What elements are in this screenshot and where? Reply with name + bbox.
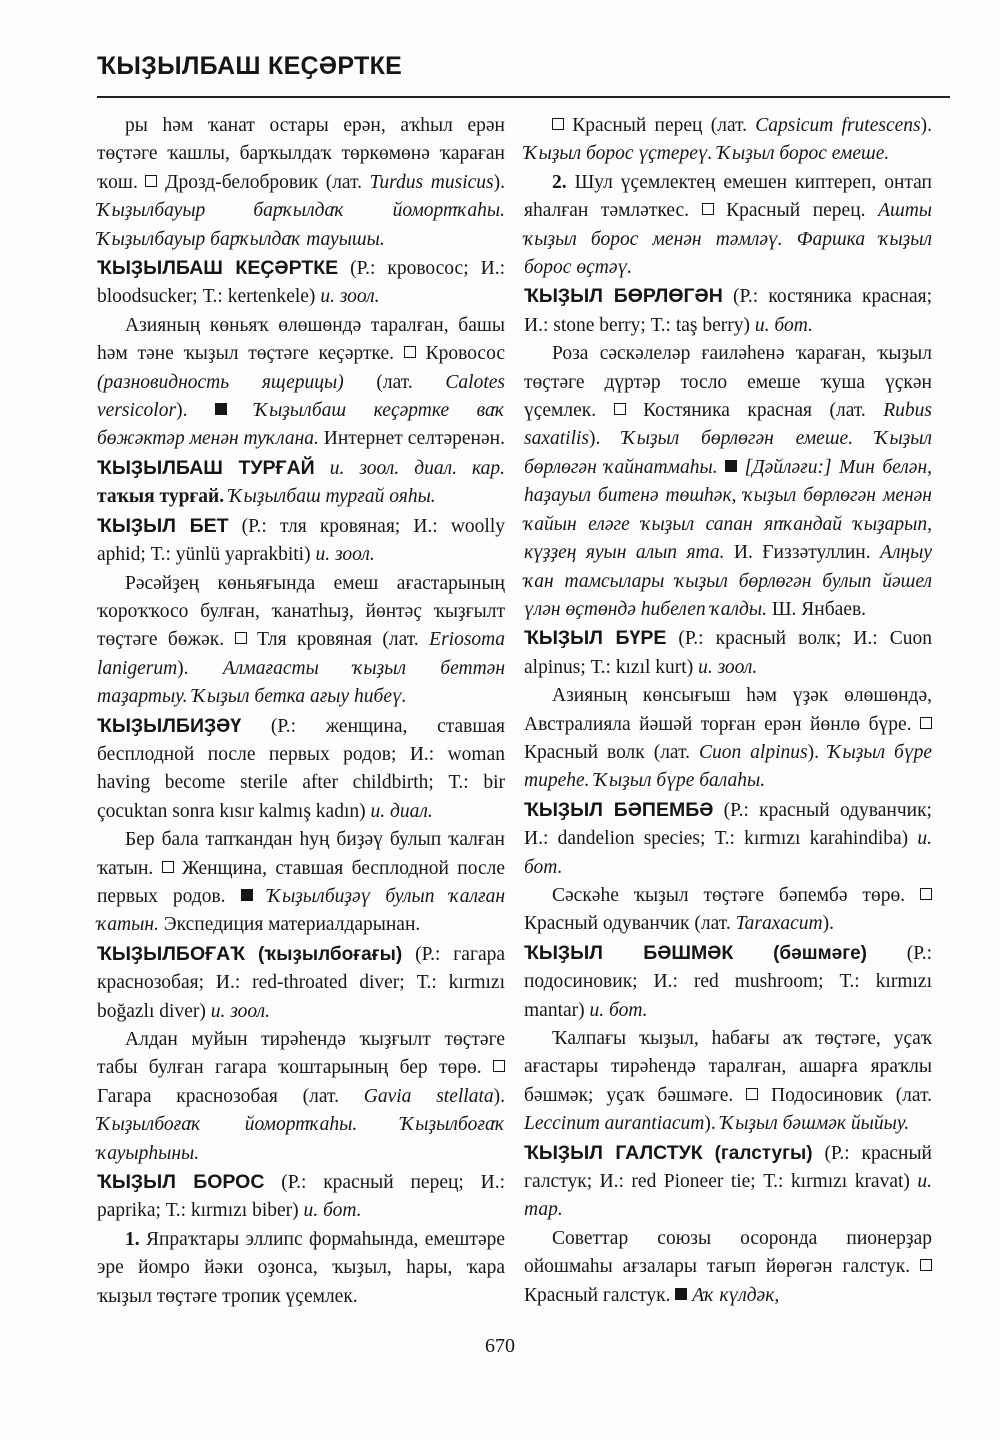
entry-heading-line	[524, 624, 932, 682]
left-column	[97, 112, 505, 1311]
body-text: Ш. Янбаев.	[767, 598, 867, 620]
definition-paragraph	[524, 169, 932, 283]
body-text: Алдан муйын тирәһендә ҡыҙғылт төҫтәге табы булған гагара ҡоштарының бер төрө.	[97, 1029, 505, 1079]
definition-paragraph	[524, 1225, 932, 1310]
italic-text: Ҡыҙылбаш кеҫәртке ваҡ бөжәктәр менән туҡлана.	[97, 400, 505, 450]
body-text: (Р.: красный волк; И.: Cuon alpinus; Т.: kızıl kurt)	[524, 628, 933, 678]
body-text	[733, 943, 773, 964]
filled-square-icon	[725, 460, 737, 472]
header-divider	[97, 96, 950, 98]
body-text: ).	[704, 1113, 721, 1135]
italic-text: Ҡыҙыл бәшмәк йыйыу.	[720, 1113, 910, 1135]
body-text: ры һәм ҡанат остары ерән, аҡһыл ерән төҫтәге ҡашлы, барҡылдаҡ төркөмөнә ҡараған ҡош.	[97, 115, 505, 193]
open-square-icon	[145, 175, 157, 187]
open-square-icon	[235, 632, 247, 644]
body-text: Азияның көнсығыш һәм үҙәк өлөшөндә, Австралияла йәшәй торған ерән йөнлө бүре.	[524, 685, 932, 735]
body-text: (Р.: красный перец; И.: paprika; Т.: kırmızı biber)	[97, 1172, 505, 1222]
italic-text: Ҡыҙыл бөрлөгән емеше. Ҡыҙыл бөрлөгән ҡайнатмаһы.	[524, 428, 932, 478]
body-text	[718, 457, 726, 478]
open-square-icon	[552, 118, 564, 130]
filled-square-icon	[241, 889, 253, 901]
italic-text: Ҡыҙыл борос үҫтереү. Ҡыҙыл борос емеше.	[524, 143, 890, 165]
headword-variant: (галстугы)	[714, 1142, 813, 1164]
body-text: Сәскәһе ҡыҙыл төҫтәге бәпембә төрө.	[552, 884, 920, 906]
body-text: Красный перец.	[713, 200, 879, 222]
open-square-icon	[920, 717, 932, 729]
body-text: Ҡалпағы ҡыҙыл, һабағы аҡ төҫтәге, уҫаҡ ағастары тирәһендә таралған, ашарға яраҡлы бәшмәк; уҫаҡ бәшмәге.	[524, 1028, 932, 1106]
body-text: (Р.: тля кровяная; И.: woolly aphid; Т.: yünlü yaprakbiti)	[97, 515, 505, 566]
headword: ҠЫҘЫЛ БӘШМӘК	[524, 941, 734, 964]
body-text	[315, 458, 330, 479]
entry-heading-line	[97, 254, 505, 312]
body-text: Подосиновик (лат.	[758, 1084, 932, 1106]
italic-text: и. бот.	[589, 999, 648, 1021]
body-text: Красный перец (лат.	[564, 115, 756, 136]
headword: ҠЫҘЫЛ БӨРЛӨГӘН	[524, 285, 723, 308]
headword-variant: (бәшмәге)	[773, 942, 868, 964]
open-square-icon	[702, 203, 714, 215]
body-text: Дрозд-белобровик (лат.	[157, 171, 370, 193]
body-text	[253, 886, 268, 907]
body-text: И. Ғиззәтуллин.	[724, 542, 881, 564]
running-head: ҠЫҘЫЛБАШ КЕҪӘРТКЕ	[97, 52, 403, 80]
body-text: Интернет селтәренән.	[318, 428, 505, 450]
body-text	[703, 1143, 715, 1164]
body-text: Кровосос	[415, 343, 505, 365]
filled-square-icon	[675, 1288, 687, 1300]
body-text: ).	[493, 1085, 505, 1107]
body-text: ).	[920, 115, 932, 136]
headword: ҠЫҘЫЛ БЕТ	[97, 514, 229, 537]
entry-heading-line	[97, 512, 505, 570]
body-text: (Р.: красный галстук; И.: red Pioneer tie; Т.: kırmızı kravat)	[524, 1142, 932, 1193]
filled-square-icon	[215, 403, 227, 415]
open-square-icon	[404, 346, 416, 358]
definition-paragraph	[97, 1026, 505, 1168]
open-square-icon	[920, 1259, 932, 1271]
body-text: Шул үҫемлектең емешен киптереп, онтап яһалған тәмләткес.	[524, 171, 932, 222]
body-text: (Р.: кровосос; И.: bloodsucker; Т.: kertenkele)	[97, 258, 505, 308]
italic-text: и. зоол.	[320, 286, 380, 308]
italic-text: и. тар.	[524, 1171, 932, 1221]
body-text: (Р.: гагара краснозобая; И.: red-throated diver; Т.: kırmızı boğazlı diver)	[97, 943, 506, 1022]
entry-heading-line	[97, 712, 505, 827]
body-text: ).	[177, 657, 223, 679]
italic-text: и. диал.	[370, 800, 433, 822]
italic-text: Leccinum aurantiacum	[524, 1113, 705, 1135]
italic-text: и. бот.	[524, 828, 932, 878]
headword: ҠЫҘЫЛ БОРОС	[97, 1171, 265, 1194]
italic-text: Алмағасты ҡыҙыл беттән таҙартыу. Ҡыҙыл бетка ағыу һибеү.	[97, 657, 505, 708]
italic-text: и. бот.	[303, 1200, 362, 1222]
body-text: Костяника красная (лат.	[625, 400, 884, 422]
definition-paragraph	[524, 682, 932, 796]
body-text: Бер бала тапҡандан һуң биҙәү булып ҡалған ҡатын.	[97, 829, 505, 879]
headword: ҠЫҘЫЛБИҘӘҮ	[97, 714, 242, 737]
body-text: Тля кровяная (лат.	[246, 629, 430, 651]
italic-text: Calotes versicolor	[97, 371, 506, 422]
italic-text: Cuon alpinus	[698, 741, 808, 763]
italic-text: Ҡыҙыл бүре тиреһе. Ҡыҙыл бүре балаһы.	[524, 741, 932, 792]
italic-text: и. бот.	[754, 314, 813, 336]
body-text: Женщина, ставшая бесплодной после первых родов.	[97, 857, 505, 907]
definition-paragraph	[97, 570, 505, 712]
body-text: (Р.: костяника красная; И.: stone berry; Т.: taş berry)	[524, 286, 932, 336]
definition-paragraph	[524, 1025, 932, 1139]
headword: ҠЫҘЫЛБОҒАҠ	[97, 942, 246, 965]
italic-text: Ҡыҙылбауыр барҡылдаҡ йомортҡаһы. Ҡыҙылбауыр барҡылдаҡ тауышы.	[97, 200, 505, 250]
headword: ҠЫҘЫЛ ГАЛСТУК	[524, 1141, 703, 1164]
body-text: Япраҡтары эллипс формаһында, емештәре эре йомро йәки оҙонса, ҡыҙыл, һары, ҡара ҡыҙыл төҫтәге тропик үҫемлек.	[97, 1228, 505, 1307]
italic-text: Алңыу ҡан тамсылары ҡыҙыл бөрлөгән булып йәшел үлән өҫтөндә һибелеп ҡалды.	[524, 542, 932, 620]
entry-heading-line	[524, 282, 932, 340]
page-number: 670	[485, 1335, 515, 1357]
italic-text: Turdus musicus	[369, 171, 494, 193]
definition-paragraph	[97, 112, 505, 254]
body-text: (Р.: женщина, ставшая бесплодной после первых родов; И.: woman having become sterile after childbirth; Т.: bir çocuktan sonra kısır kalmış kadın)	[97, 715, 505, 822]
headword: ҠЫҘЫЛБАШ ТУРҒАЙ	[97, 456, 315, 479]
entry-heading-line	[524, 939, 932, 1025]
body-text	[245, 944, 258, 965]
right-column	[524, 112, 932, 1310]
entry-heading-line	[97, 454, 505, 512]
bold-text: 1.	[125, 1228, 140, 1250]
body-text: Рәсәйҙең көньяғында емеш ағастарының ҡороҡҡосо булған, ҡанатһыҙ, йөнтәҫ ҡыҙғылт төҫтәге бөжәк.	[97, 572, 505, 651]
body-text: ).	[176, 400, 215, 422]
body-text	[227, 400, 255, 421]
open-square-icon	[493, 1060, 505, 1072]
definition-paragraph	[97, 826, 505, 940]
italic-text: Ашты ҡыҙыл борос менән тәмләү. Фаршка ҡыҙыл борос өҫтәү.	[524, 200, 932, 279]
open-square-icon	[162, 861, 174, 873]
definition-paragraph	[524, 340, 932, 624]
body-text: Азияның көньяҡ өлөшөндә таралған, башы һәм тәне ҡыҙыл төҫтәге кеҫәртке.	[97, 314, 505, 365]
body-text: ).	[493, 171, 505, 193]
body-text: (лат.	[343, 371, 446, 393]
body-text: Гагара краснозобая (лат.	[97, 1085, 364, 1107]
headword-variant: (ҡыҙылбоғағы)	[258, 943, 403, 965]
body-text: Роза сәскәлеләр ғаиләһенә ҡараған, ҡыҙыл төҫтәге дүртәр тосло емеше ҡуша үҫкән үҫемлек.	[524, 343, 932, 422]
headword: ҠЫҘЫЛБАШ КЕҪӘРТКЕ	[97, 257, 339, 280]
italic-text: Taraxacum	[735, 913, 823, 935]
definition-paragraph	[524, 112, 932, 169]
body-text: (Р.: подосиновик; И.: red mushroom; Т.: kırmızı mantar)	[524, 942, 932, 1021]
body-text: Красный одуванчик (лат.	[524, 913, 736, 935]
bold-text: таҡыя турғай.	[97, 486, 225, 508]
body-text: ).	[807, 741, 828, 763]
body-text	[737, 457, 745, 478]
italic-text: Eriosoma lanigerum	[97, 629, 505, 679]
entry-heading-line	[524, 1139, 932, 1225]
definition-paragraph	[97, 312, 505, 454]
body-text: Красный галстук.	[524, 1284, 676, 1306]
headword: ҠЫҘЫЛ БҮРЕ	[524, 627, 667, 650]
entry-heading-line	[524, 796, 932, 882]
italic-text: Gavia stellata	[363, 1085, 494, 1107]
entry-heading-line	[97, 940, 505, 1026]
italic-text: и. зоол.	[698, 656, 758, 678]
entry-heading-line	[97, 1168, 505, 1226]
headword: ҠЫҘЫЛ БӘПЕМБӘ	[524, 798, 714, 821]
italic-text: и. зоол. диал. кар.	[329, 457, 506, 479]
open-square-icon	[614, 403, 626, 415]
italic-text: (разновидность ящерицы)	[97, 371, 344, 393]
italic-text: Ҡыҙылбоғаҡ йомортҡаһы. Ҡыҙылбоғаҡ ҡауырһыны.	[97, 1114, 505, 1164]
definition-paragraph	[524, 882, 932, 939]
definition-paragraph	[97, 1226, 505, 1311]
italic-text: и. зоол.	[210, 1000, 270, 1022]
italic-text: и. зоол.	[315, 544, 375, 566]
body-text: ).	[822, 913, 835, 935]
open-square-icon	[746, 1088, 758, 1100]
body-text: (Р.: красный одуванчик; И.: dandelion species; Т.: kırmızı karahindiba)	[524, 799, 932, 850]
body-text: Красный волк (лат.	[524, 741, 699, 763]
italic-text: Аҡ күлдәк,	[692, 1284, 780, 1306]
body-text: Экспедиция материалдарынан.	[158, 914, 421, 936]
italic-text: Capsicum frutescens	[755, 115, 921, 136]
italic-text: Ҡыҙылбиҙәү булып ҡалған ҡатын.	[97, 885, 506, 936]
open-square-icon	[920, 888, 932, 900]
italic-text: Ҡыҙылбаш турғай ояһы.	[229, 486, 436, 508]
bold-text: 2.	[552, 171, 567, 193]
body-text: ).	[589, 428, 623, 450]
body-text: Советтар союзы осоронда пионерҙар ойошмаһы ағзалары тағып йөрөгән галстук.	[524, 1227, 932, 1278]
italic-text: Rubus saxatilis	[524, 400, 932, 450]
italic-text: [Дәйләғи:] Мин белән, һаҙауыл битенә төшһәк, ҡыҙыл бөрлөгән менән ҡайын еләге ҡыҙыл сапан япҡандай ҡыҙарып, күҙҙең яуын алып ята.	[524, 456, 932, 564]
